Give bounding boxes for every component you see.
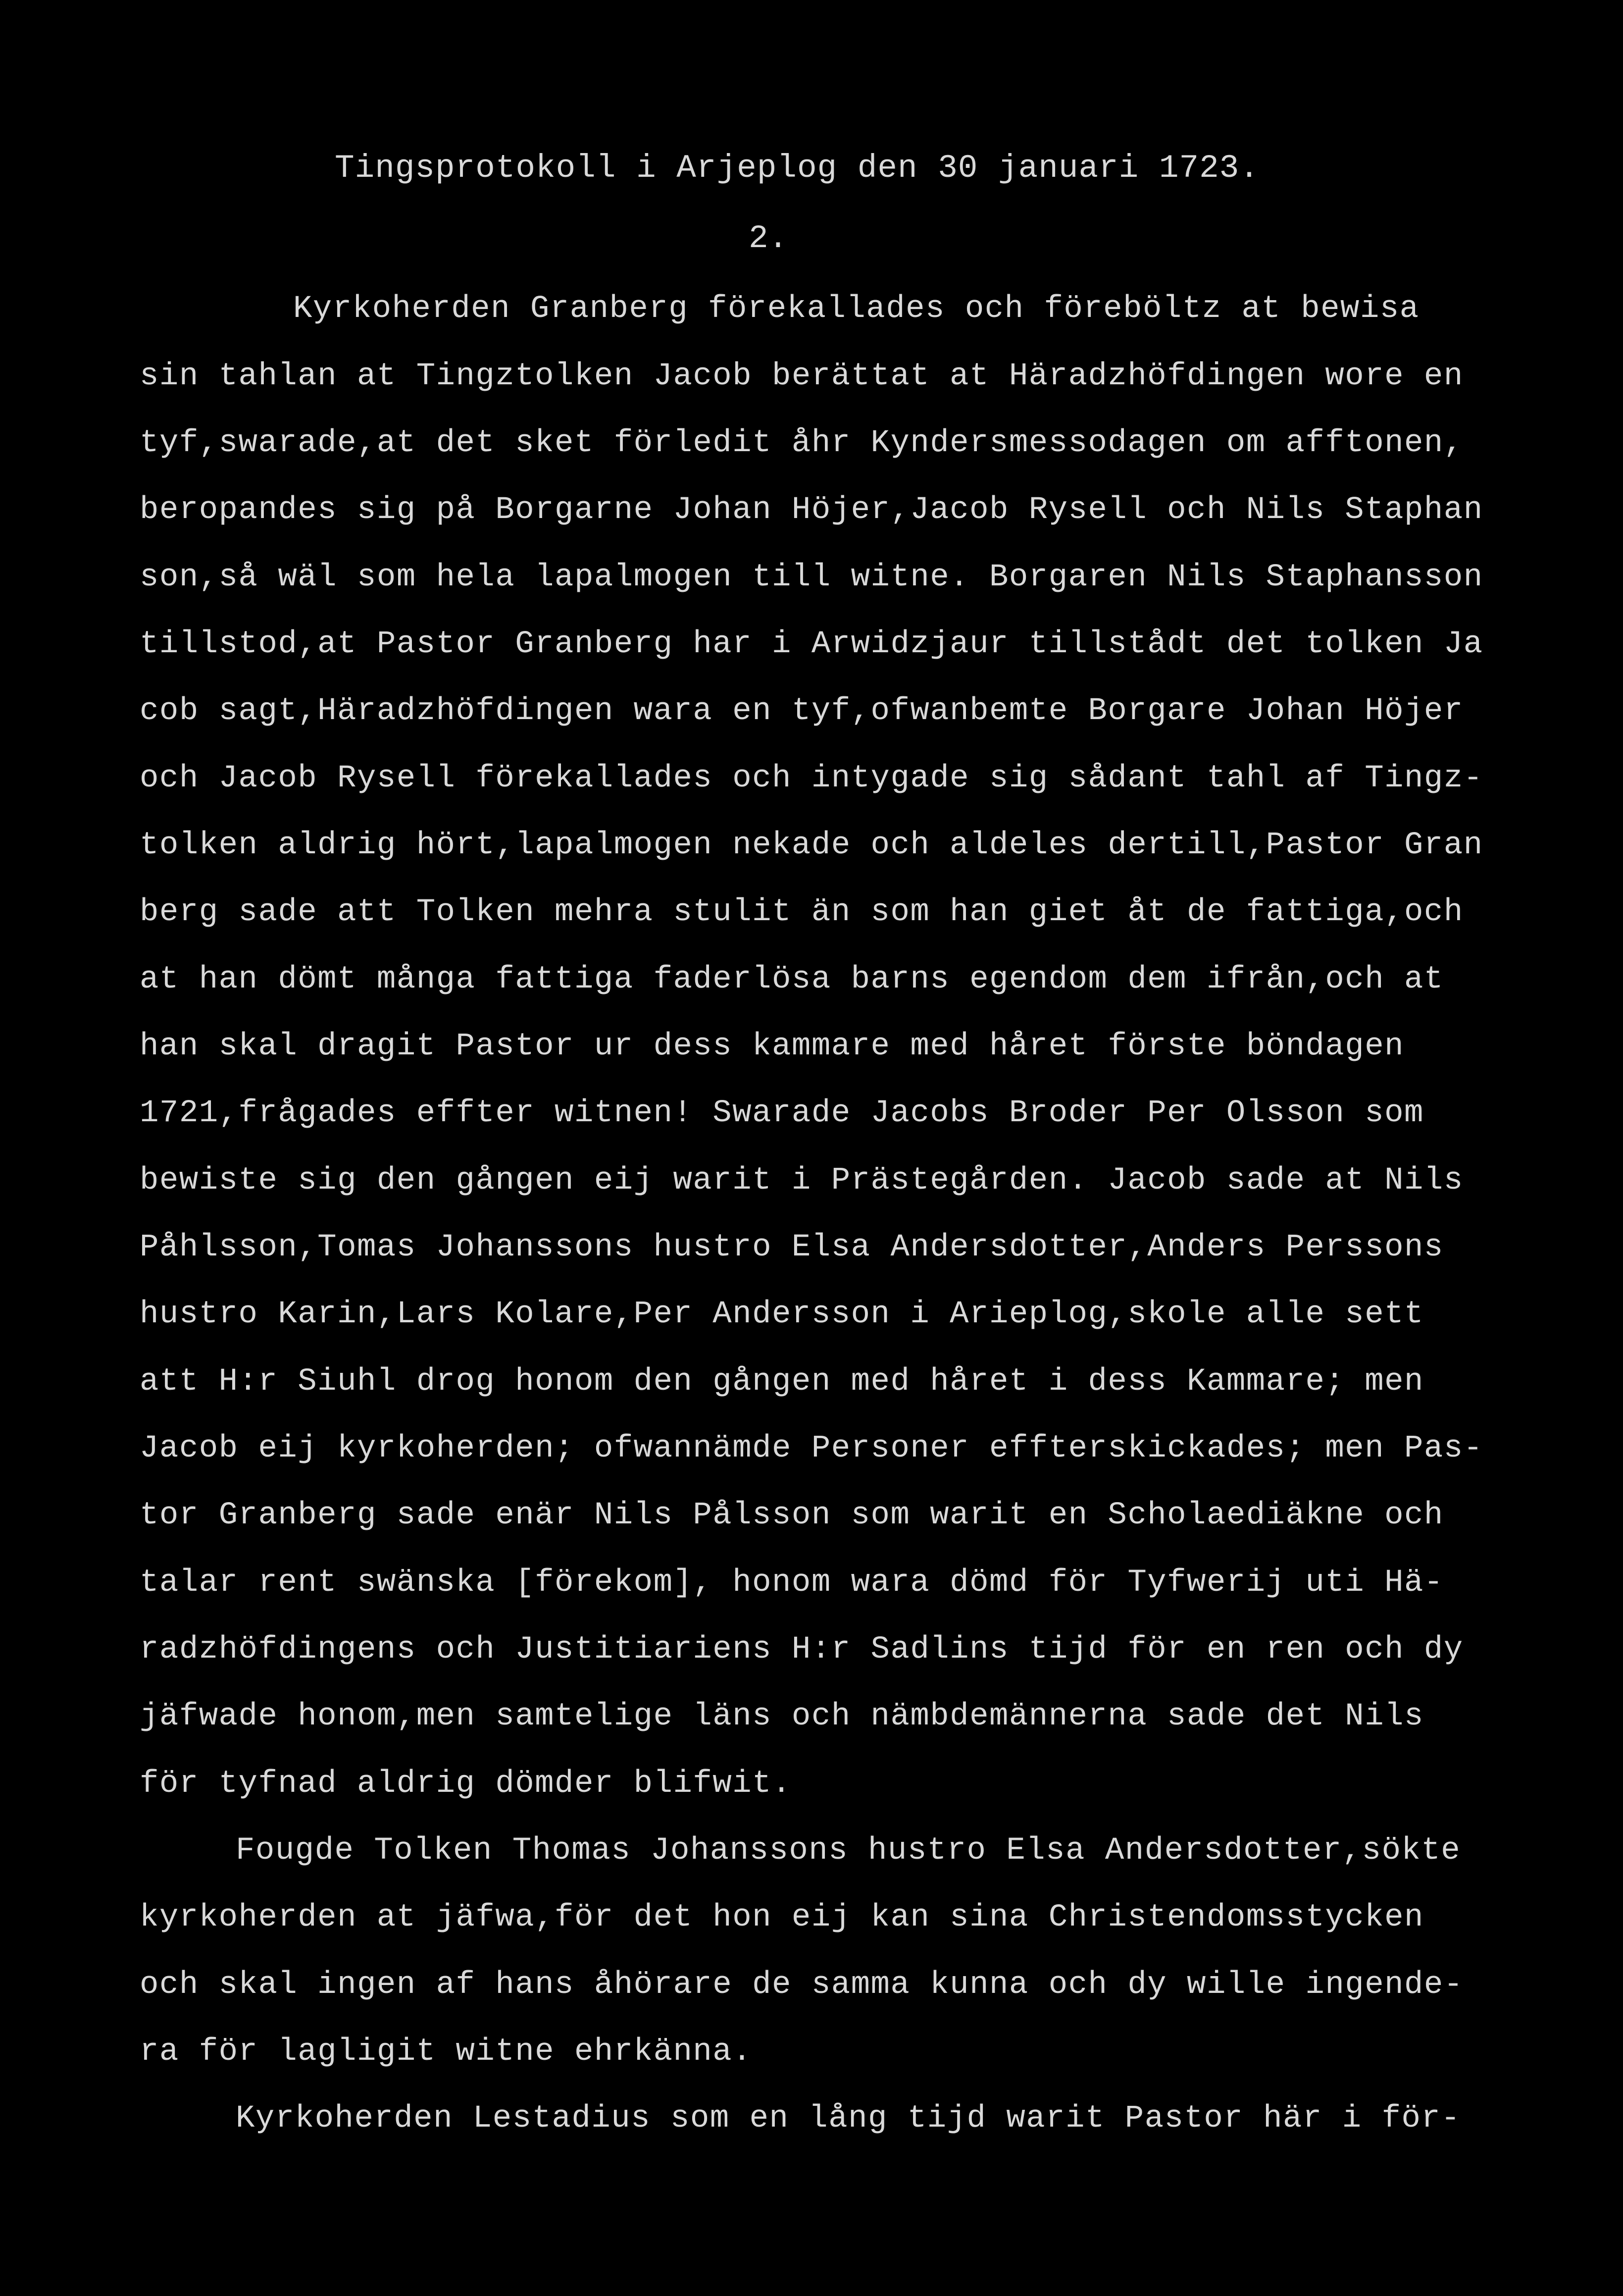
text-line: och skal ingen af hans åhörare de samma kunna och dy wille ingende- xyxy=(140,1967,1464,2003)
text-line: Påhlsson,Tomas Johanssons hustro Elsa Andersdotter,Anders Perssons xyxy=(140,1230,1444,1265)
text-line: hustro Karin,Lars Kolare,Per Andersson i Arieplog,skole alle sett xyxy=(140,1297,1424,1332)
text-line: Kyrkoherden Lestadius som en lång tijd warit Pastor här i för- xyxy=(236,2101,1461,2137)
text-line: radzhöfdingens och Justitiariens H:r Sadlins tijd för en ren och dy xyxy=(140,1632,1464,1668)
text-line: kyrkoherden at jäfwa,för det hon eij kan sina Christendomsstycken xyxy=(140,1900,1424,1935)
text-line: at han dömt många fattiga faderlösa barns egendom dem ifrån,och at xyxy=(140,962,1444,997)
text-line: 1721,frågades effter witnen! Swarade Jacobs Broder Per Olsson som xyxy=(140,1096,1424,1131)
text-line: berg sade att Tolken mehra stulit än som han giet åt de fattiga,och xyxy=(140,894,1464,930)
text-line: tor Granberg sade enär Nils Pålsson som warit en Scholaediäkne och xyxy=(140,1498,1444,1533)
text-line: cob sagt,Häradzhöfdingen wara en tyf,ofwanbemte Borgare Johan Höjer xyxy=(140,693,1464,729)
text-line: jäfwade honom,men samtelige läns och nämbdemännerna sade det Nils xyxy=(140,1699,1424,1734)
text-line: beropandes sig på Borgarne Johan Höjer,Jacob Rysell och Nils Staphan xyxy=(140,492,1483,528)
text-line: och Jacob Rysell förekallades och intygade sig sådant tahl af Tingz- xyxy=(140,761,1483,796)
text-line: tillstod,at Pastor Granberg har i Arwidzjaur tillstådt det tolken Ja xyxy=(140,626,1483,662)
text-line: för tyfnad aldrig dömder blifwit. xyxy=(140,1766,792,1802)
text-line: ra för lagligit witne ehrkänna. xyxy=(140,2034,753,2070)
text-line: tyf,swarade,at det sket förledit åhr Kyndersmessodagen om afftonen, xyxy=(140,425,1464,461)
text-line: Kyrkoherden Granberg förekallades och föreböltz at bewisa xyxy=(293,291,1420,327)
text-line: Jacob eij kyrkoherden; ofwannämde Personer effterskickades; men Pas- xyxy=(140,1431,1483,1466)
text-line: sin tahlan at Tingztolken Jacob berättat at Häradzhöfdingen wore en xyxy=(140,359,1464,394)
text-line: han skal dragit Pastor ur dess kammare med håret förste böndagen xyxy=(140,1029,1404,1064)
text-line: att H:r Siuhl drog honom den gången med håret i dess Kammare; men xyxy=(140,1364,1424,1400)
text-line: talar rent swänska [förekom], honom wara dömd för Tyfwerij uti Hä- xyxy=(140,1565,1444,1601)
text-line: Fougde Tolken Thomas Johanssons hustro Elsa Andersdotter,sökte xyxy=(236,1833,1461,1869)
text-line: bewiste sig den gången eij warit i Prästegården. Jacob sade at Nils xyxy=(140,1163,1464,1199)
text-line: son,så wäl som hela lapalmogen till witne. Borgaren Nils Staphansson xyxy=(140,560,1483,595)
document-title: Tingsprotokoll i Arjeplog den 30 januari 1723. xyxy=(335,150,1260,187)
text-line: tolken aldrig hört,lapalmogen nekade och aldeles dertill,Pastor Gran xyxy=(140,828,1483,863)
page-number: 2. xyxy=(749,220,788,257)
